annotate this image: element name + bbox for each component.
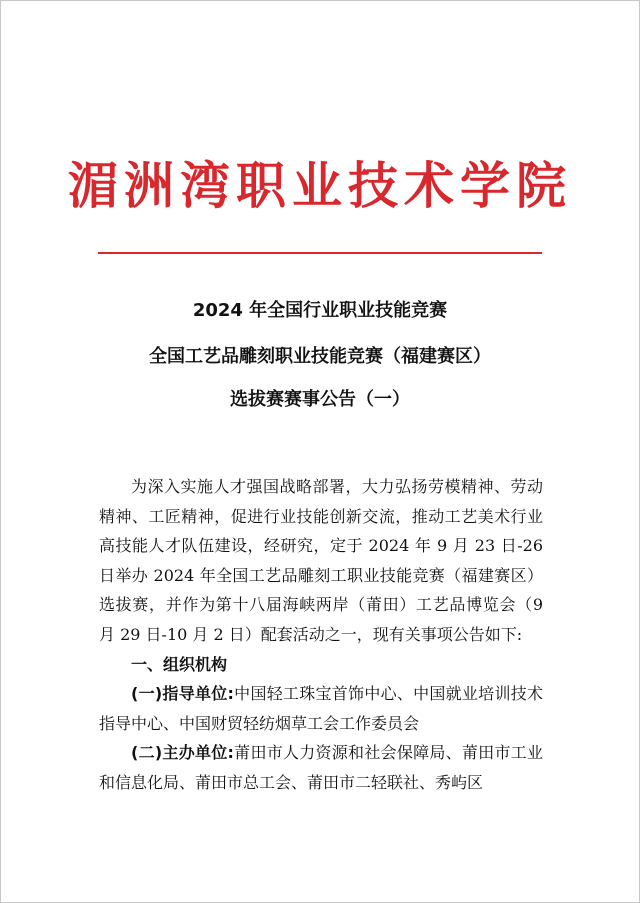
item-guidance-text: 中国轻工珠宝首饰中心、中国就业培训技术指导中心、中国财贸轻纺烟草工会工作委员会 <box>99 684 543 733</box>
document-title-line-3: 选拔赛赛事公告（一） <box>230 389 410 410</box>
item-host-text: 莆田市人力资源和社会保障局、莆田市工业和信息化局、莆田市总工会、莆田市二轻联社、秀屿区 <box>99 743 543 792</box>
section-heading-organization: 一、组织机构 <box>131 654 228 674</box>
item-host-units <box>99 738 543 797</box>
document-body <box>99 472 543 798</box>
item-guidance-label: (一)指导单位: <box>131 684 234 704</box>
item-host-label: (二)主办单位: <box>131 743 234 763</box>
letterhead-divider <box>98 252 542 254</box>
document-title-line-1: 2024 年全国行业职业技能竞赛 <box>192 300 448 321</box>
document-title-line-2: 全国工艺品雕刻职业技能竞赛（福建赛区） <box>149 346 491 367</box>
item-guidance-units <box>99 679 543 738</box>
institution-letterhead: 湄洲湾职业技术学院 <box>68 156 572 215</box>
intro-paragraph: 为深入实施人才强国战略部署，大力弘扬劳模精神、劳动精神、工匠精神，促进行业技能创新交流，推动工艺美术行业高技能人才队伍建设，经研究，定于 2024 年 9 月 23 日-26 日举办 2024 年全国工艺品雕刻工职业技能竞赛（福建赛区）选拔赛，并作为第十八届海峡两岸（莆田）工艺品博览会（9 月 29 日-10 月 2 日）配套活动之一，现有关事项公告如下: <box>99 477 543 644</box>
